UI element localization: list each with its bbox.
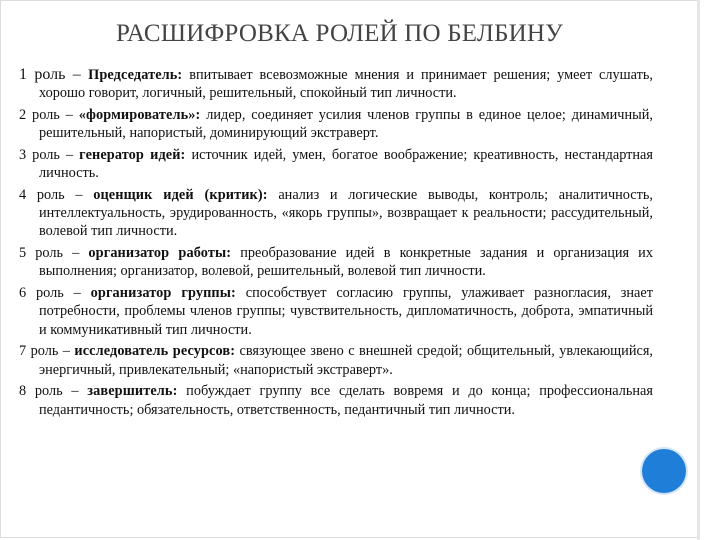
- list-item: [19, 106, 653, 142]
- role-name: организатор группы:: [90, 285, 236, 302]
- role-description: анализ и логические выводы, контроль; аналитичность, интеллектуальность, эрудированность, «якорь группы», возвращает к реальности; рассудительный, волевой тип личности.: [39, 187, 653, 240]
- list-item: [19, 66, 653, 102]
- role-description: побуждает группу все сделать вовремя и до конца; профессиональная педантичность; обязательность, ответственность, педантичный тип личности.: [39, 383, 653, 418]
- role-name: оценщик идей (критик):: [93, 187, 268, 203]
- list-item: [19, 382, 653, 418]
- role-description: способствует согласию группы, улаживает разногласия, знает потребности, проблемы членов группы; чувствительность, дипломатичность, доброта, эмпатичный и коммуникативный тип личности.: [39, 285, 653, 338]
- role-name: «формирователь»:: [78, 107, 201, 123]
- role-number: 2 роль –: [19, 107, 79, 123]
- role-number: 7 роль –: [19, 343, 75, 360]
- role-name: исследователь ресурсов:: [74, 343, 236, 360]
- list-item: [19, 146, 653, 182]
- role-name: Председатель:: [88, 67, 183, 83]
- role-number: 5 роль –: [19, 245, 89, 262]
- role-number: 3 роль –: [19, 147, 80, 163]
- role-description: источник идей, умен, богатое воображение; креативность, нестандартная личность.: [39, 147, 653, 182]
- role-description: впитывает всевозможные мнения и принимает решения; умеет слушать, хорошо говорит, логичный, решительный, спокойный тип личности.: [39, 67, 653, 102]
- role-number: 8 роль –: [19, 383, 88, 400]
- list-item: [19, 342, 653, 378]
- role-number: 4 роль –: [19, 187, 94, 203]
- role-description: связующее звено с внешней средой; общительный, увлекающийся, энергичный, привлекательный; «напористый экстраверт».: [39, 343, 653, 378]
- role-number: 1 роль –: [19, 66, 89, 83]
- role-description: преобразование идей в конкретные задания и организация их выполнения; организатор, волевой, решительный, волевой тип личности.: [39, 245, 653, 280]
- role-number: 6 роль –: [19, 285, 91, 302]
- role-name: генератор идей:: [79, 147, 186, 163]
- list-item: [19, 186, 653, 241]
- role-name: организатор работы:: [88, 245, 232, 262]
- roles-list: [19, 66, 653, 422]
- slide-right-edge: [697, 0, 700, 540]
- list-item: [19, 284, 653, 339]
- slide-title: РАСШИФРОВКА РОЛЕЙ ПО БЕЛБИНУ: [116, 20, 564, 47]
- decorative-circle: [642, 449, 686, 493]
- role-description: лидер, соединяет усилия членов группы в единое целое; динамичный, решительный, напористый, доминирующий экстраверт.: [39, 107, 653, 142]
- role-name: завершитель:: [87, 383, 178, 400]
- list-item: [19, 244, 653, 280]
